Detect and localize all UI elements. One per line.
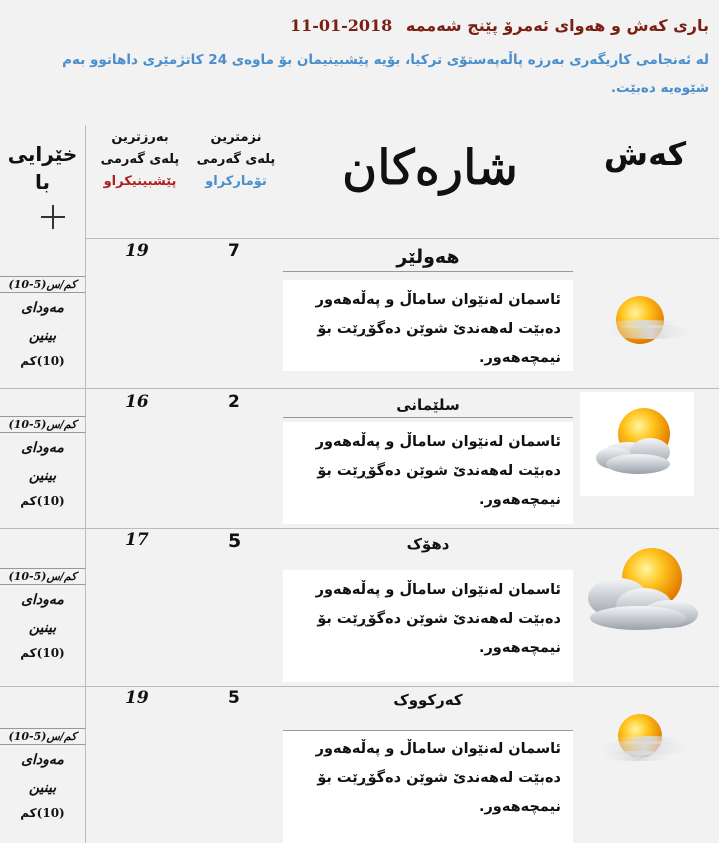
visibility-label-2: بینین [28,328,57,344]
wind-speed: (10-5)کم/س [0,568,85,585]
visibility-number: (10) [36,494,65,508]
weather-icon-frame [580,392,694,496]
visibility-label-1: مەودای [21,300,64,316]
column-header-min-temp [188,127,284,193]
visibility-value [0,489,85,513]
max-temp: 16 [125,392,149,412]
visibility-label-2: بینین [28,620,57,636]
max-temp: 17 [125,530,149,550]
title-text: باری کەش و هەوای ئەمرۆ پێنج شەممە [405,16,709,35]
max-header-tag: پێشبینیکراو [103,174,177,189]
visibility-number: (10) [36,354,65,368]
visibility-unit: کم [20,354,37,368]
row-divider [0,686,719,687]
wind-info [0,728,85,825]
city-name: هەولێر [283,244,573,272]
max-temp: 19 [125,688,149,708]
visibility-unit: کم [20,494,37,508]
weather-description: ئاسمان لەنێوان ساماڵ و پەڵەهەور دەبێت لەهەندێ شوێن دەگۆڕێت بۆ نیمچەهەور. [283,280,573,371]
column-header-cities: شارەکان [342,140,518,196]
visibility-number: (10) [36,646,65,660]
visibility-value [0,801,85,825]
visibility-value [0,641,85,665]
page-subtitle: لە ئەنجامی کاریگەری بەرزە پاڵەپەستۆی ترکیا، بۆیە پێشبینیمان بۆ ماوەی 24 کاتژمێری داهاتوو بەم شێوەیە دەبێت. [62,52,709,96]
city-row-erbil [0,238,719,388]
city-row-kirkuk [0,686,719,843]
visibility-label-2: بینین [28,468,57,484]
partly-cloudy-icon [580,392,694,496]
min-header-line2: پلەی گەرمی [196,152,276,167]
row-divider [85,238,719,239]
row-divider [0,528,719,529]
visibility-label-2: بینین [28,780,57,796]
column-header-max-temp [92,127,188,193]
visibility-label-1: مەودای [21,440,64,456]
wind-speed: (10-5)کم/س [0,728,85,745]
visibility-unit: کم [20,806,37,820]
column-header-weather: کەش [603,135,687,173]
wind-speed: (10-5)کم/س [0,276,85,293]
wind-info [0,276,85,373]
page-title [290,16,709,35]
visibility-value [0,349,85,373]
max-header-line1: بەرزترین [111,130,169,145]
wind-speed: (10-5)کم/س [0,416,85,433]
weather-description: ئاسمان لەنێوان ساماڵ و پەڵەهەور دەبێت لەهەندێ شوێن دەگۆڕێت بۆ نیمچەهەور. [283,570,573,682]
row-divider [0,388,719,389]
min-temp: 5 [228,530,242,552]
sun-haze-icon [592,288,702,358]
min-temp: 2 [228,392,240,412]
wind-info [0,568,85,665]
wind-header-line2: با [34,170,51,194]
wind-info [0,416,85,513]
city-name: سلێمانی [283,394,573,418]
weather-description: ئاسمان لەنێوان ساماڵ و پەڵەهەور دەبێت لەهەندێ شوێن دەگۆڕێت بۆ نیمچەهەور. [283,730,573,843]
city-row-sulaymaniyah [0,388,719,528]
visibility-label-1: مەودای [21,592,64,608]
wind-header-line1: خێرایی [7,142,78,166]
city-name: دهۆک [406,535,450,553]
visibility-label-1: مەودای [21,752,64,768]
min-temp: 5 [228,688,240,708]
partly-cloudy-icon [582,538,706,638]
max-header-line2: پلەی گەرمی [100,152,180,167]
city-name: کەرکووک [393,691,463,709]
plus-icon [41,205,65,229]
title-date: 2018-01-11 [289,16,393,35]
sun-haze-icon [588,700,700,780]
visibility-number: (10) [36,806,65,820]
city-row-duhok [0,528,719,686]
max-temp: 19 [125,241,149,261]
column-header-wind [5,140,80,196]
min-header-line1: نزمترین [210,130,262,145]
min-header-tag: تۆمارکراو [205,174,267,189]
min-temp: 7 [228,241,240,261]
visibility-unit: کم [20,646,37,660]
weather-description: ئاسمان لەنێوان ساماڵ و پەڵەهەور دەبێت لەهەندێ شوێن دەگۆڕێت بۆ نیمچەهەور. [283,422,573,524]
